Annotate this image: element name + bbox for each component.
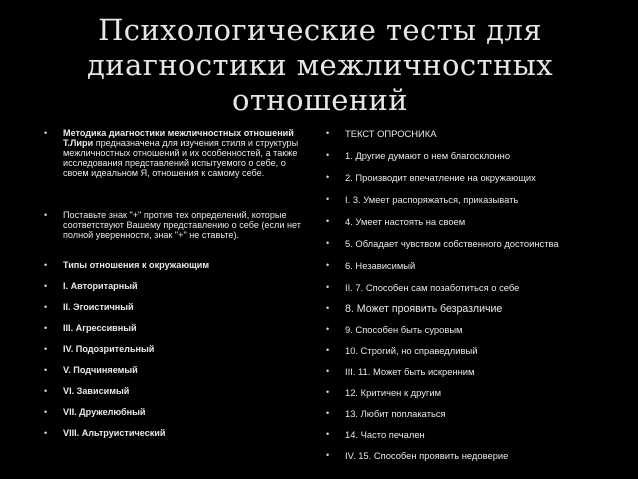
left-item-bold: Методика диагностики межличностных отношений Т.Лири [63, 128, 294, 148]
left-list-item [44, 407, 312, 417]
left-item-body: предназначена для изучения стиля и структуры межличностных отношений и их особенностей, а также исследования представлений испытуемого о себе, о своем идеальном Я, отношения к самому себе. [63, 138, 299, 178]
left-item-bold: IV. Подозрительный [63, 344, 155, 354]
right-list-item [326, 303, 626, 315]
right-list-item [326, 345, 626, 357]
right-list-item [326, 366, 626, 378]
left-list-item [44, 302, 312, 312]
right-item-text: 2. Производит впечатление на окружающих [345, 172, 536, 183]
left-list-item [44, 210, 312, 240]
left-item-bold: V. Подчиняемый [63, 365, 138, 375]
right-bullet-list [326, 128, 626, 462]
left-item-text [63, 344, 312, 354]
bullet-icon: • [326, 128, 330, 138]
left-item-text [63, 407, 312, 417]
bullet-icon: • [326, 303, 330, 313]
left-item-bold: Типы отношения к окружающим [63, 260, 210, 270]
left-item-text [63, 386, 312, 396]
right-list-item [326, 260, 626, 272]
left-item-bold: III. Агрессивный [63, 323, 137, 333]
right-item-text: 4. Умеет настоять на своем [345, 216, 466, 227]
bullet-icon: • [326, 172, 330, 182]
bullet-icon: • [326, 150, 330, 160]
left-list-item [44, 128, 312, 178]
left-item-text [63, 128, 312, 178]
right-column [326, 128, 626, 462]
bullet-icon: • [44, 386, 48, 396]
right-list-item [326, 282, 626, 294]
left-item-text [63, 260, 312, 270]
left-item-bold: II. Эгоистичный [63, 302, 134, 312]
right-item-text: 6. Независимый [345, 260, 416, 271]
bullet-icon: • [44, 407, 48, 417]
left-item-text [63, 281, 312, 291]
right-list-item [326, 387, 626, 399]
right-item-text: 12. Критичен к другим [345, 387, 442, 398]
right-item-text: 8. Может проявить безразличие [345, 303, 503, 315]
bullet-icon: • [44, 281, 48, 291]
right-item-text: II. 7. Способен сам позаботиться о себе [345, 282, 520, 293]
bullet-icon: • [326, 194, 330, 204]
right-list-item [326, 450, 626, 462]
right-list-item [326, 324, 626, 336]
left-list-item [44, 344, 312, 354]
bullet-icon: • [326, 260, 330, 270]
bullet-icon: • [326, 450, 330, 460]
right-item-text: 13. Любит поплакаться [345, 408, 446, 419]
right-list-item [326, 216, 626, 228]
bullet-icon: • [44, 428, 48, 438]
left-item-text [63, 428, 312, 438]
bullet-icon: • [44, 128, 48, 138]
bullet-icon: • [326, 216, 330, 226]
right-list-item [326, 238, 626, 250]
right-item-text: ТЕКСТ ОПРОСНИКА [345, 128, 437, 139]
bullet-icon: • [44, 323, 48, 333]
left-bullet-list [44, 128, 312, 438]
right-list-item [326, 408, 626, 420]
left-item-text [63, 210, 312, 240]
left-item-text [63, 365, 312, 375]
left-list-item [44, 260, 312, 270]
bullet-icon: • [44, 365, 48, 375]
left-list-item [44, 281, 312, 291]
right-item-text: I. 3. Умеет распоряжаться, приказывать [345, 194, 519, 205]
right-list-item [326, 172, 626, 184]
left-column [44, 128, 312, 438]
left-item-bold: VI. Зависимый [63, 386, 130, 396]
bullet-icon: • [326, 238, 330, 248]
right-item-text: 5. Обладает чувством собственного достоинства [345, 238, 559, 249]
right-list-item [326, 150, 626, 162]
right-list-item [326, 194, 626, 206]
right-item-text: III. 11. Может быть искренним [345, 366, 475, 377]
bullet-icon: • [326, 408, 330, 418]
slide-title: Психологические тесты для диагностики межличностных отношений [87, 13, 553, 117]
left-list-item [44, 428, 312, 438]
bullet-icon: • [44, 302, 48, 312]
bullet-icon: • [326, 366, 330, 376]
bullet-icon: • [44, 260, 48, 270]
right-item-text: IV. 15. Способен проявить недоверие [345, 450, 509, 461]
left-item-body: Поставьте знак "+" против тех определений, которые соответствуют Вашему представлению о себе (если нет полной уверенности, знак "+" не ставьте). [63, 210, 301, 240]
left-list-item [44, 323, 312, 333]
left-item-bold: VII. Дружелюбный [63, 407, 146, 417]
right-item-text: 1. Другие думают о нем благосклонно [345, 150, 511, 161]
bullet-icon: • [44, 344, 48, 354]
right-item-text: 9. Способен быть суровым [345, 324, 463, 335]
left-item-text [63, 302, 312, 312]
right-item-text: 14. Часто печален [345, 429, 425, 440]
left-item-bold: VIII. Альтруистический [63, 428, 166, 438]
bullet-icon: • [326, 282, 330, 292]
right-item-text: 10. Строгий, но справедливый [345, 345, 478, 356]
bullet-icon: • [326, 345, 330, 355]
left-list-item [44, 386, 312, 396]
left-list-item [44, 365, 312, 375]
left-item-bold: I. Авторитарный [63, 281, 138, 291]
left-item-text [63, 323, 312, 333]
bullet-icon: • [44, 210, 48, 220]
right-list-item [326, 429, 626, 441]
right-list-item [326, 128, 626, 140]
bullet-icon: • [326, 429, 330, 439]
bullet-icon: • [326, 324, 330, 334]
bullet-icon: • [326, 387, 330, 397]
